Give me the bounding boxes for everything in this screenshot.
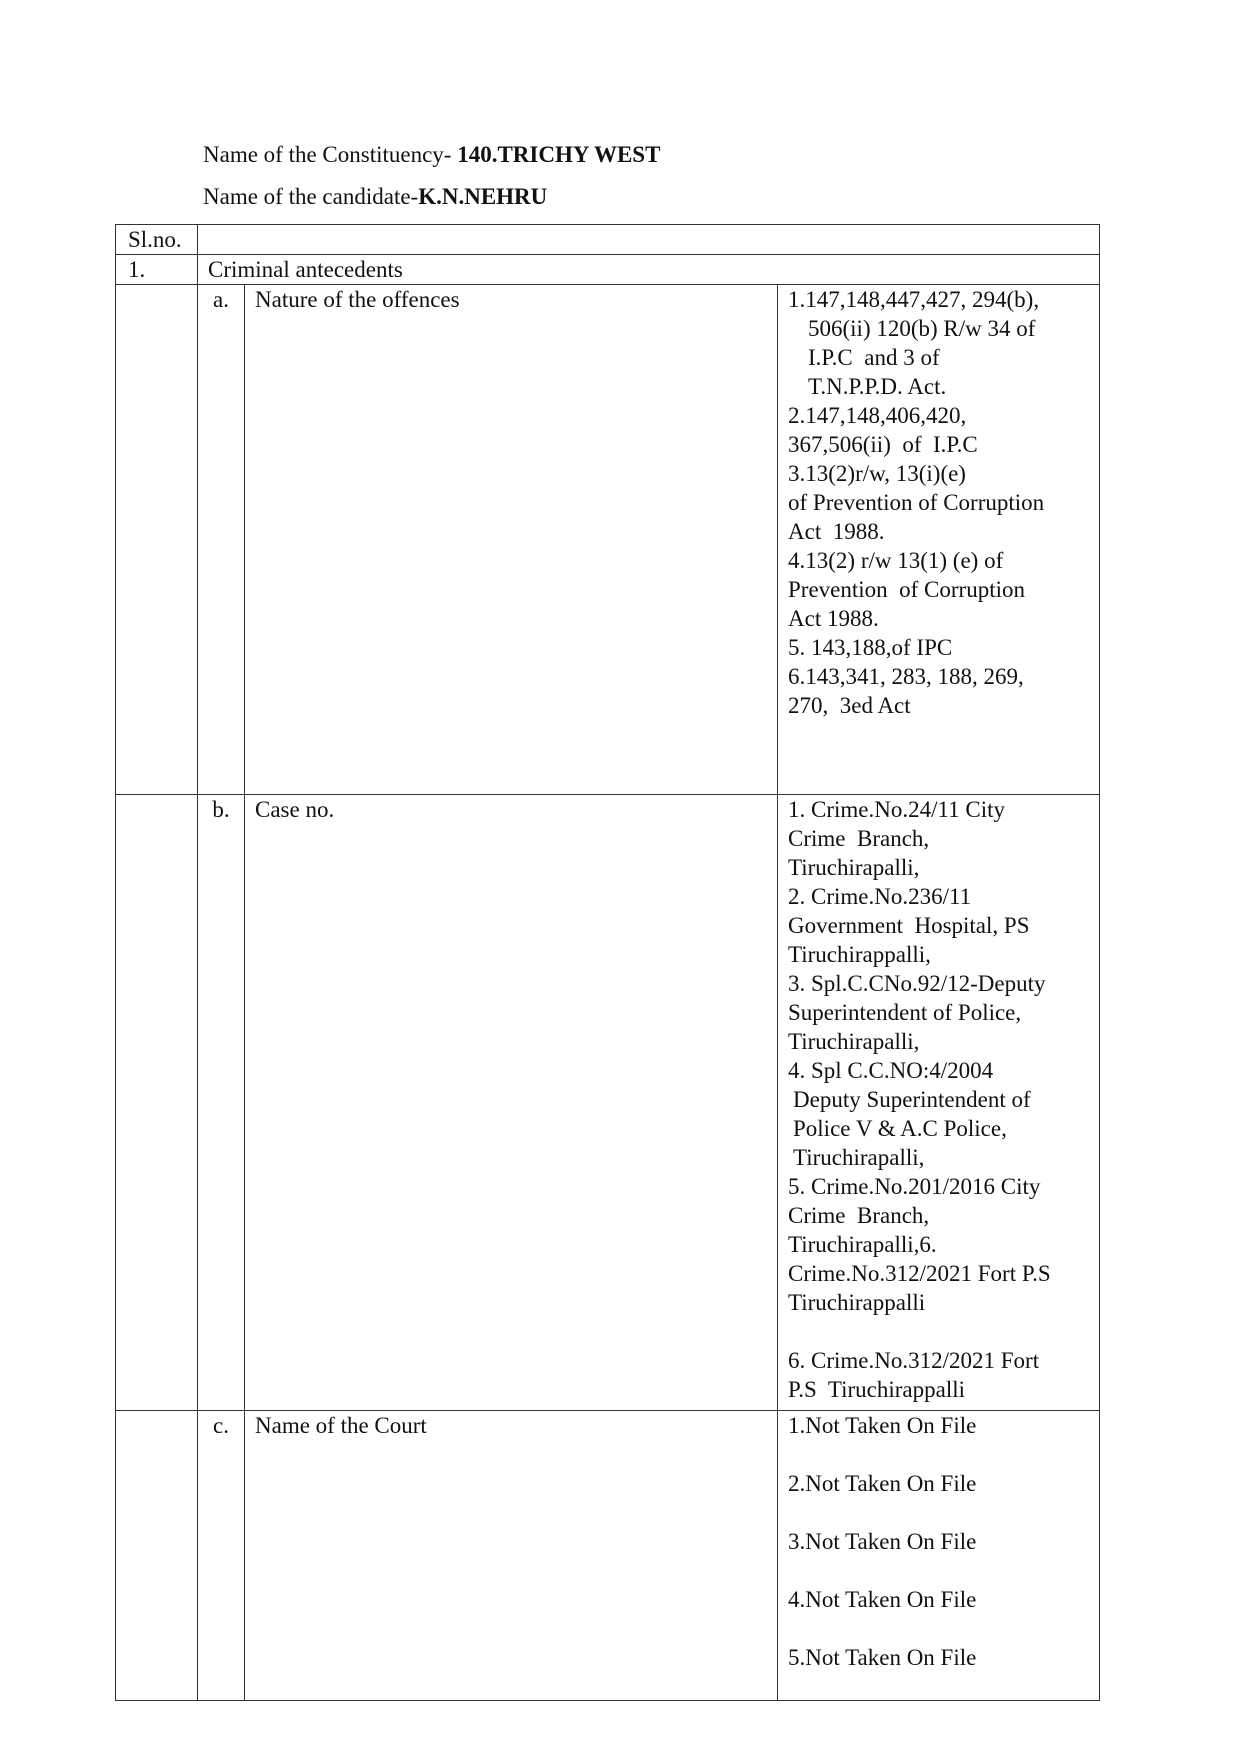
cell-line <box>788 1317 1099 1346</box>
cell-line: 4.Not Taken On File <box>788 1587 977 1612</box>
affidavit-table <box>115 224 1100 1701</box>
cell-line: 1. Crime.No.24/11 City <box>788 797 1006 822</box>
empty-cell <box>116 795 198 1411</box>
cell-line: Superintendent of Police, <box>788 1000 1022 1025</box>
candidate-value: K.N.NEHRU <box>418 184 548 209</box>
cell-line: 3.13(2)r/w, 13(i)(e) <box>788 461 966 486</box>
cell-line: Tiruchirapalli, <box>788 1029 920 1054</box>
item-label: Name of the Court <box>245 1411 778 1701</box>
cell-line <box>788 1556 1099 1585</box>
case-list <box>778 795 1100 1411</box>
empty-cell <box>116 1411 198 1701</box>
section-title: Criminal antecedents <box>198 255 1100 285</box>
cell-line: 2. Crime.No.236/11 <box>788 884 972 909</box>
empty-cell <box>116 285 198 795</box>
sl-no-header: Sl.no. <box>116 225 198 255</box>
cell-line: 5. Crime.No.201/2016 City <box>788 1174 1041 1199</box>
cell-line: 1.147,148,447,427, 294(b), <box>788 287 1040 312</box>
row-number: 1. <box>116 255 198 285</box>
cell-line: Government Hospital, PS <box>788 913 1030 938</box>
cell-line: 270, 3ed Act <box>788 693 911 718</box>
table-row <box>116 795 1100 1411</box>
cell-line: Crime Branch, <box>788 826 930 851</box>
cell-line: of Prevention of Corruption <box>788 490 1045 515</box>
cell-line <box>788 1614 1099 1643</box>
cell-line: Tiruchirapalli,6. <box>788 1232 937 1257</box>
cell-line: I.P.C and 3 of <box>808 345 940 370</box>
cell-line <box>788 1498 1099 1527</box>
item-label: Nature of the offences <box>245 285 778 795</box>
offences-list <box>778 285 1100 795</box>
cell-line: Prevention of Corruption <box>788 577 1025 602</box>
table-header-row <box>116 225 1100 255</box>
item-label: Case no. <box>245 795 778 1411</box>
cell-line: 367,506(ii) of I.P.C <box>788 432 978 457</box>
cell-line: 506(ii) 120(b) R/w 34 of <box>808 316 1036 341</box>
header-empty-cell <box>198 225 1100 255</box>
cell-line: Tiruchirapalli, <box>788 855 920 880</box>
cell-line: T.N.P.P.D. Act. <box>808 374 947 399</box>
table-row <box>116 1411 1100 1701</box>
candidate-line <box>203 183 547 211</box>
cell-line: 6. Crime.No.312/2021 Fort <box>788 1348 1040 1373</box>
cell-line: Police V & A.C Police, <box>793 1116 1007 1141</box>
item-letter: c. <box>198 1411 245 1701</box>
constituency-value: 140.TRICHY WEST <box>457 142 661 167</box>
constituency-line <box>203 141 660 169</box>
cell-line <box>788 1440 1099 1469</box>
constituency-label: Name of the Constituency- <box>203 142 458 167</box>
cell-line: 1.Not Taken On File <box>788 1413 977 1438</box>
item-letter: a. <box>198 285 245 795</box>
cell-line: Act 1988. <box>788 519 885 544</box>
cell-line: 5.Not Taken On File <box>788 1645 977 1670</box>
cell-line: 6.143,341, 283, 188, 269, <box>788 664 1024 689</box>
cell-line: 3.Not Taken On File <box>788 1529 977 1554</box>
cell-line: 2.147,148,406,420, <box>788 403 967 428</box>
cell-line: P.S Tiruchirappalli <box>788 1377 966 1402</box>
cell-line: 2.Not Taken On File <box>788 1471 977 1496</box>
cell-line: Crime.No.312/2021 Fort P.S <box>788 1261 1051 1286</box>
cell-line: Tiruchirappalli <box>788 1290 926 1315</box>
cell-line: Deputy Superintendent of <box>793 1087 1031 1112</box>
cell-line: 4. Spl C.C.NO:4/2004 <box>788 1058 994 1083</box>
item-letter: b. <box>198 795 245 1411</box>
cell-line: Act 1988. <box>788 606 879 631</box>
cell-line: 3. Spl.C.CNo.92/12-Deputy <box>788 971 1046 996</box>
candidate-label: Name of the candidate- <box>203 184 419 209</box>
cell-line: Tiruchirappalli, <box>788 942 931 967</box>
cell-line: Crime Branch, <box>788 1203 930 1228</box>
cell-line: Tiruchirapalli, <box>793 1145 925 1170</box>
table-row <box>116 255 1100 285</box>
court-list <box>778 1411 1100 1701</box>
cell-line: 4.13(2) r/w 13(1) (e) of <box>788 548 1004 573</box>
table-row <box>116 285 1100 795</box>
cell-line: 5. 143,188,of IPC <box>788 635 953 660</box>
